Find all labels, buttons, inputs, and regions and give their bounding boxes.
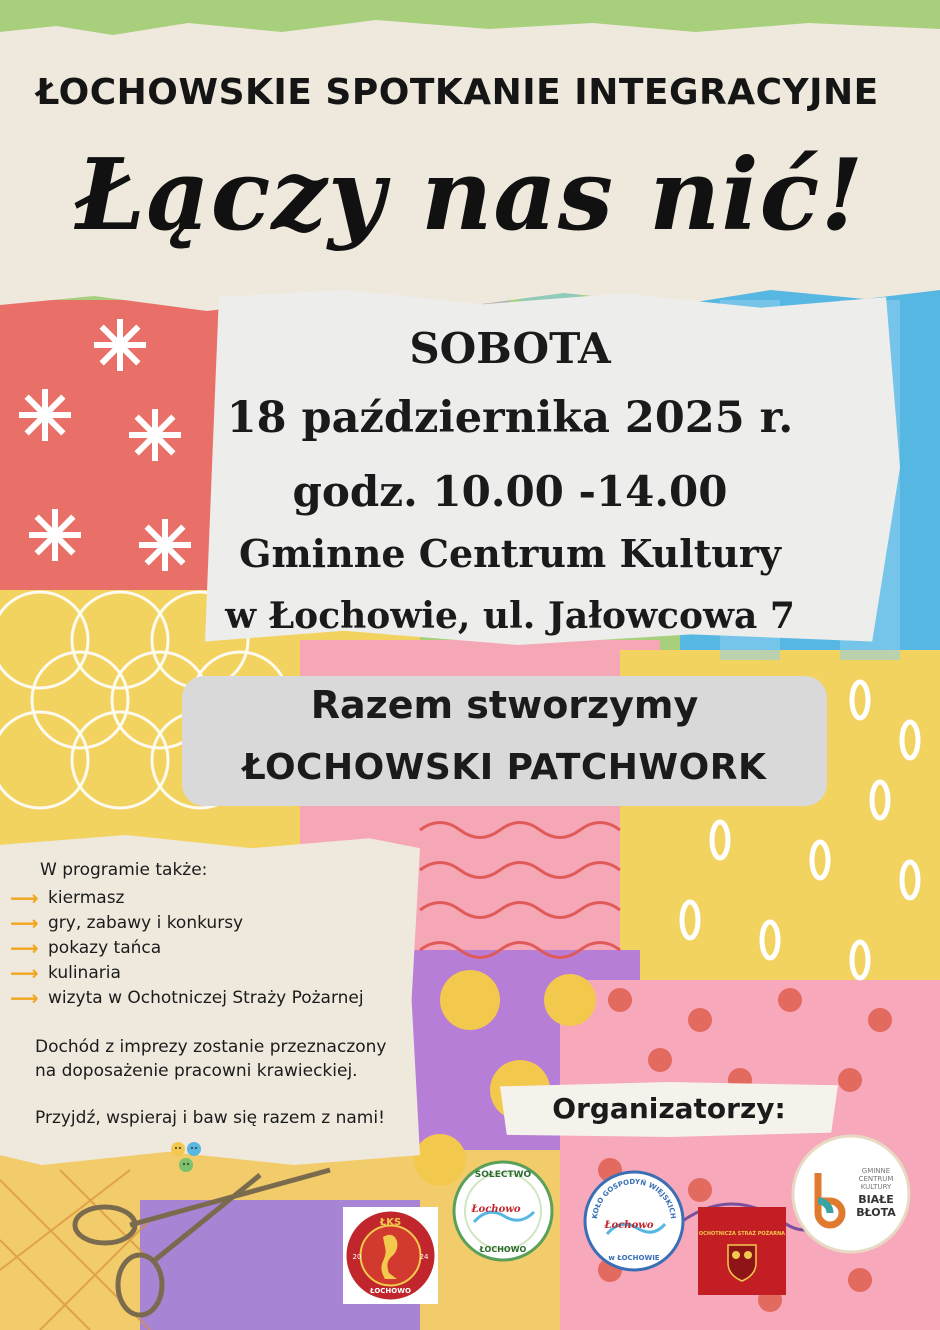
program-item: gry, zabawy i konkursy: [48, 912, 244, 933]
program-item: kiermasz: [48, 887, 125, 908]
lks-year-left: 20: [352, 1253, 362, 1261]
solectwo-top-text: SOŁECTWO: [474, 1170, 532, 1180]
arrow-right-icon: ⟶: [10, 985, 39, 1010]
lks-top-text: ŁKS: [379, 1217, 402, 1228]
gck-line-4: BIAŁE: [858, 1193, 894, 1206]
lks-logo: [343, 1207, 438, 1304]
banner-line-1: Razem stworzymy: [310, 683, 699, 727]
kgw-brand-text: Łochowo: [604, 1220, 654, 1231]
program-item: kulinaria: [48, 962, 121, 983]
kgw-arc-text: KOŁO GOSPODYŃ WIEJSKICH: [591, 1177, 678, 1220]
banner-line-2: ŁOCHOWSKI PATCHWORK: [242, 747, 767, 788]
income-note: [35, 1035, 386, 1083]
gck-line-5: BŁOTA: [856, 1206, 896, 1219]
event-day: SOBOTA: [409, 324, 611, 373]
list-item: [10, 960, 364, 985]
gck-line-2: CENTRUM: [858, 1175, 894, 1183]
event-address: w Łochowie, ul. Jałowcowa 7: [225, 595, 795, 637]
solectwo-logo: [452, 1160, 554, 1262]
solectwo-bottom-text: ŁOCHOWO: [479, 1245, 527, 1254]
list-item: [10, 985, 364, 1010]
invite-text: Przyjdź, wspieraj i baw się razem z nami!: [35, 1108, 385, 1128]
event-subtitle: ŁOCHOWSKIE SPOTKANIE INTEGRACYJNE: [36, 72, 879, 113]
list-item: [10, 935, 364, 960]
event-date: 18 października 2025 r.: [226, 393, 794, 443]
income-line-2: na doposażenie pracowni krawieckiej.: [35, 1061, 358, 1081]
event-title: Łączy nas nić!: [75, 138, 865, 253]
gck-line-1: GMINNE: [861, 1167, 891, 1175]
osp-logo: [698, 1207, 786, 1295]
kgw-logo: [583, 1170, 685, 1272]
list-item: [10, 910, 364, 935]
smiley-icons: [168, 1140, 214, 1176]
kgw-bottom-text: w ŁOCHOWIE: [608, 1254, 660, 1262]
arrow-right-icon: ⟶: [10, 935, 39, 960]
list-item: [10, 885, 364, 910]
program-list: [10, 885, 364, 1010]
program-item: pokazy tańca: [48, 937, 162, 958]
event-time: godz. 10.00 -14.00: [292, 467, 728, 516]
gck-line-3: KULTURY: [860, 1183, 892, 1191]
gck-logo: [790, 1133, 912, 1255]
program-heading: W programie także:: [40, 860, 208, 880]
solectwo-brand-text: Łochowo: [471, 1204, 521, 1215]
lks-bottom-text: ŁOCHOWO: [370, 1287, 411, 1295]
osp-text: OCHOTNICZA STRAŻ POŻARNA: [698, 1231, 786, 1237]
event-venue: Gminne Centrum Kultury: [239, 531, 781, 576]
arrow-right-icon: ⟶: [10, 960, 39, 985]
program-item: wizyta w Ochotniczej Straży Pożarnej: [48, 987, 364, 1008]
income-line-1: Dochód z imprezy zostanie przeznaczony: [35, 1037, 387, 1057]
lks-year-right: 24: [419, 1253, 429, 1261]
arrow-right-icon: ⟶: [10, 885, 39, 910]
organizers-label: Organizatorzy:: [552, 1092, 786, 1125]
arrow-right-icon: ⟶: [10, 910, 39, 935]
